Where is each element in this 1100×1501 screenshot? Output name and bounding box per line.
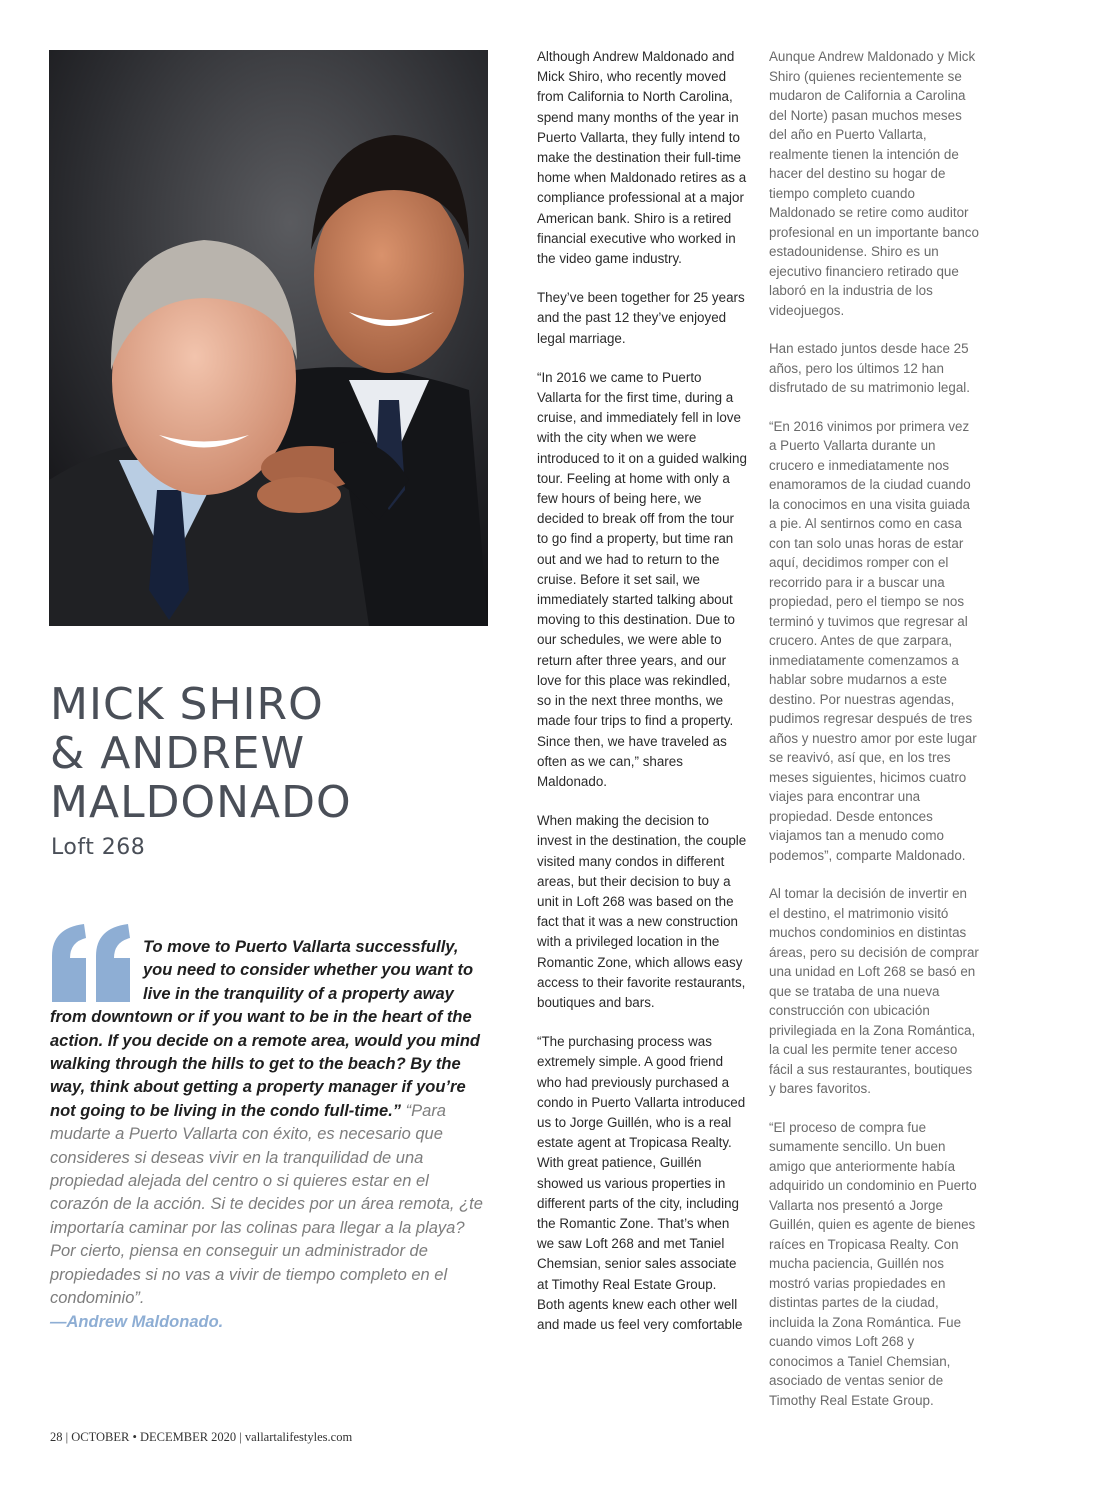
- english-column: [537, 47, 747, 1354]
- english-paragraph: “The purchasing process was extremely simple. A good friend who had previously purchased a condo in Puerto Vallarta introduced us to Jorge Guillén, who is a real estate agent at Tropicasa Realty. With great patience, Guillén showed us various properties in different parts of the city, including the Romantic Zone. That’s when we saw Loft 268 and met Taniel Chemsian, senior sales associate at Timothy Real Estate Group. Both agents knew each other well and made us feel very comfortable: [537, 1034, 746, 1332]
- pull-quote: [50, 936, 490, 1334]
- pull-quote-english: To move to Puerto Vallarta successfully, you need to consider whether you want to live in the tranquility of a property away from downtown or if you want to be in the heart of the action. If you decide on a remote area, would you mind walking through the hills to get to the beach? By the way, think about getting a property manager if you’re not going to be living in the condo full-time.”: [50, 938, 480, 1120]
- english-paragraph: Although Andrew Maldonado and Mick Shiro, who recently moved from California to North Carolina, spend many months of the year in Puerto Vallarta, they fully intend to make the destination their full-time home when Maldonado retires as a compliance professional at a major American bank. Shiro is a retired financial executive who worked in the video game industry.: [537, 49, 747, 267]
- headline-line-1: MICK SHIRO: [50, 679, 324, 730]
- page-footer: 28 | OCTOBER • DECEMBER 2020 | vallartalifestyles.com: [50, 1430, 353, 1444]
- headline-line-2: & ANDREW: [50, 728, 306, 779]
- article-headline: [50, 680, 490, 827]
- english-paragraph: They’ve been together for 25 years and the past 12 they’ve enjoyed legal marriage.: [537, 290, 745, 346]
- portrait-illustration: [49, 50, 488, 626]
- english-paragraph: “In 2016 we came to Puerto Vallarta for the first time, during a cruise, and immediately fell in love with the city when we were introduced to it on a guided walking tour. Feeling at home with only a few hours of being here, we decided to break off from the tour to go find a property, but time ran out and we had to return to the cruise. Before it set sail, we immediately started talking about moving to this destination. Due to our schedules, we were able to return after three years, and our love for this place was rekindled, so in the next three months, we made four trips to find a property. Since then, we have traveled as often as we can,” shares Maldonado.: [537, 369, 747, 789]
- article-subtitle: Loft 268: [51, 835, 146, 860]
- english-paragraph: When making the decision to invest in the destination, the couple visited many condos in different areas, but their decision to buy a unit in Loft 268 was based on the fact that it was a new construction with a privileged location in the Romantic Zone, which allows easy access to their favorite restaurants, boutiques and bars.: [537, 813, 747, 1010]
- spanish-paragraph: “En 2016 vinimos por primera vez a Puerto Vallarta durante un crucero e inmediatamente nos enamoramos de la ciudad cuando la conocimos en una visita guiada a pie. Al sentirnos como en casa con tan solo unas horas de estar aquí, decidimos romper con el recorrido para ir a buscar una propiedad, pero el tiempo se nos terminó y tuvimos que regresar al crucero. Antes de que zarpara, inmediatamente comenzamos a hablar sobre mudarnos a este destino. Por nuestras agendas, pudimos regresar después de tres años y nuestro amor por este lugar se reavivó, así que, en los tres meses siguientes, hicimos cuatro viajes para encontrar una propiedad. Desde entonces viajamos tan a menudo como podemos”, comparte Maldonado.: [769, 418, 977, 863]
- headline-line-3: MALDONADO: [50, 777, 352, 828]
- spanish-paragraph: Aunque Andrew Maldonado y Mick Shiro (quienes recientemente se mudaron de California a Carolina del Norte) pasan muchos meses del año en Puerto Vallarta, realmente tienen la intención de hacer del destino su hogar de tiempo completo cuando Maldonado se retire como auditor profesional en un importante banco estadounidense. Shiro es un ejecutivo financiero retirado que laboró en la industria de los videojuegos.: [769, 49, 979, 318]
- pull-quote-attribution: —Andrew Maldonado.: [50, 1312, 224, 1331]
- spanish-paragraph: Al tomar la decisión de invertir en el destino, el matrimonio visitó muchos condominios en distintas áreas, pero su decisión de comprar una unidad en Loft 268 se basó en que se trataba de una nueva construcción con ubicación privilegiada en la Zona Romántica, la cual les permite tener acceso fácil a sus restaurantes, boutiques y bares favoritos.: [769, 886, 979, 1096]
- spanish-paragraph: Han estado juntos desde hace 25 años, pero los últimos 12 han disfrutado de su matrimonio legal.: [769, 341, 970, 395]
- portrait-photo: [49, 50, 488, 626]
- spanish-paragraph: “El proceso de compra fue sumamente sencillo. Un buen amigo que anteriormente había adquirido un condominio en Puerto Vallarta nos presentó a Jorge Guillén, quien es agente de bienes raíces en Tropicasa Realty. Con mucha paciencia, Guillén nos mostró varias propiedades en distintas partes de la ciudad, incluida la Zona Romántica. Fue cuando vimos Loft 268 y conocimos a Taniel Chemsian, asociado de ventas senior de Timothy Real Estate Group.: [769, 1119, 977, 1408]
- pull-quote-spanish: “Para mudarte a Puerto Vallarta con éxito, es necesario que consideres si deseas vivir en la tranquilidad de una propiedad alejada del centro o si quieres estar en el corazón de la acción. Si te decides por un área remota, ¿te importaría caminar por las colinas para llegar a la playa? Por cierto, piensa en conseguir un administrador de propiedades si no vas a vivir de tiempo completo en el condominio”.: [50, 1101, 483, 1308]
- spanish-column: [769, 47, 979, 1429]
